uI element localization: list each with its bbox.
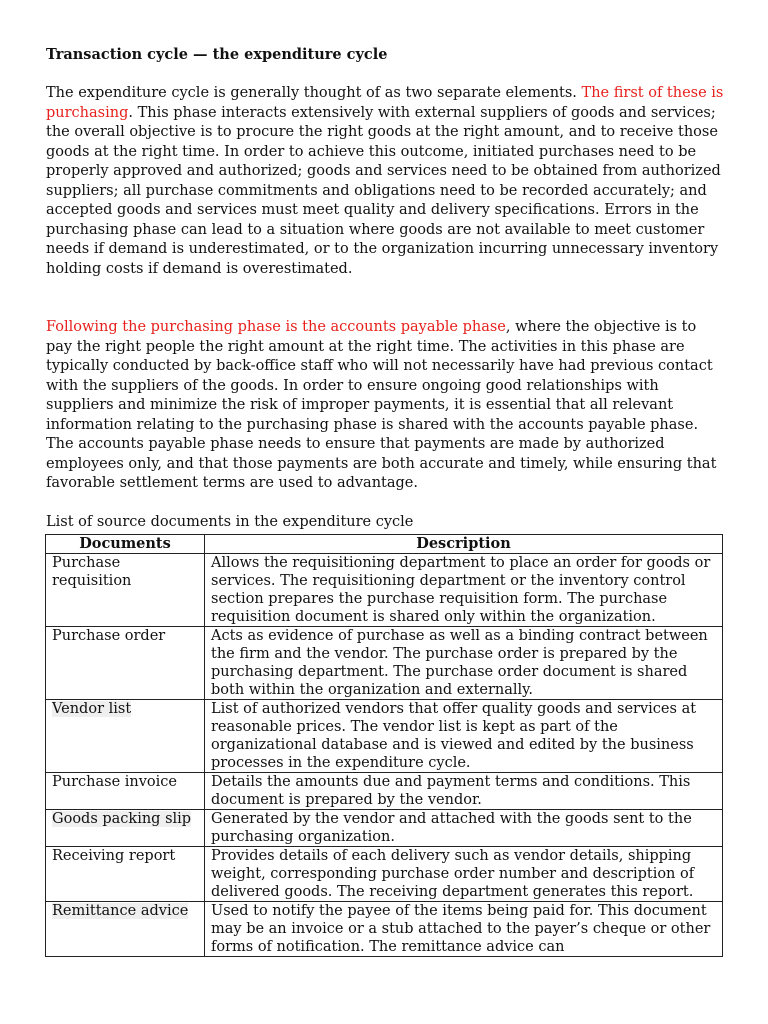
highlighted-text: The first of these is purchasing — [46, 85, 724, 121]
description-cell: Used to notify the payee of the items being paid for. This document may be an invoice or a stub attached to the payer’s cheque or other forms of notification. The remittance advice can — [205, 902, 723, 957]
document-name-cell: Receiving report — [46, 847, 205, 902]
paragraph-text: , where the objective is to pay the right people the right amount at the right time. The activities in this phase are typically conducted by back-office staff who will not necessarily have had previous contact with the suppliers of the goods. In order to ensure ongoing good relationships with suppliers and minimize the risk of improper payments, it is essential that all relevant information relating to the purchasing phase is shared with the accounts payable phase. The accounts payable phase needs to ensure that payments are made by authorized employees only, and that those payments are both accurate and timely, while ensuring that favorable settlement terms are used to advantage. — [46, 319, 717, 491]
table-row — [46, 554, 723, 627]
highlighted-document-name: Goods packing slip — [52, 811, 192, 827]
document-name-cell — [46, 810, 205, 847]
document-title: Transaction cycle — the expenditure cycle — [46, 46, 388, 63]
table-row — [46, 627, 723, 700]
document-name-cell: Purchase invoice — [46, 773, 205, 810]
table-row — [46, 847, 723, 902]
description-cell: List of authorized vendors that offer quality goods and services at reasonable prices. The vendor list is kept as part of the organizational database and is viewed and edited by the business processes in the expenditure cycle. — [205, 700, 723, 773]
source-documents-table — [45, 534, 723, 957]
description-cell: Provides details of each delivery such as vendor details, shipping weight, corresponding purchase order number and description of delivered goods. The receiving department generates this report. — [205, 847, 723, 902]
paragraph-accounts-payable — [46, 318, 726, 494]
description-cell: Allows the requisitioning department to place an order for goods or services. The requisitioning department or the inventory control section prepares the purchase requisition form. The purchase requisition document is shared only within the organization. — [205, 554, 723, 627]
highlighted-document-name: Remittance advice — [52, 903, 189, 919]
column-header-description: Description — [205, 535, 723, 554]
column-header-documents: Documents — [46, 535, 205, 554]
table-row — [46, 902, 723, 957]
table-row — [46, 810, 723, 847]
document-name-cell — [46, 902, 205, 957]
paragraph-text: The expenditure cycle is generally thought of as two separate elements. — [46, 85, 582, 101]
highlighted-document-name: Vendor list — [52, 701, 132, 717]
table-caption: List of source documents in the expenditure cycle — [46, 514, 414, 530]
description-cell: Acts as evidence of purchase as well as a binding contract between the firm and the vendor. The purchase order is prepared by the purchasing department. The purchase order document is shared both within the organization and externally. — [205, 627, 723, 700]
table-row — [46, 700, 723, 773]
description-cell: Generated by the vendor and attached with the goods sent to the purchasing organization. — [205, 810, 723, 847]
document-name-cell: Purchase requisition — [46, 554, 205, 627]
paragraph-purchasing — [46, 84, 726, 279]
paragraph-text: . This phase interacts extensively with external suppliers of goods and services; the overall objective is to procure the right goods at the right amount, and to receive those goods at the right time. In order to achieve this outcome, initiated purchases need to be properly approved and authorized; goods and services need to be obtained from authorized suppliers; all purchase commitments and obligations need to be recorded accurately; and accepted goods and services must meet quality and delivery specifications. Errors in the purchasing phase can lead to a situation where goods are not available to meet customer needs if demand is underestimated, or to the organization incurring unnecessary inventory holding costs if demand is overestimated. — [46, 104, 721, 277]
highlighted-text: Following the purchasing phase is the accounts payable phase — [46, 319, 506, 335]
description-cell: Details the amounts due and payment terms and conditions. This document is prepared by the vendor. — [205, 773, 723, 810]
document-name-cell: Purchase order — [46, 627, 205, 700]
table-header-row — [46, 535, 723, 554]
table-row — [46, 773, 723, 810]
document-name-cell — [46, 700, 205, 773]
